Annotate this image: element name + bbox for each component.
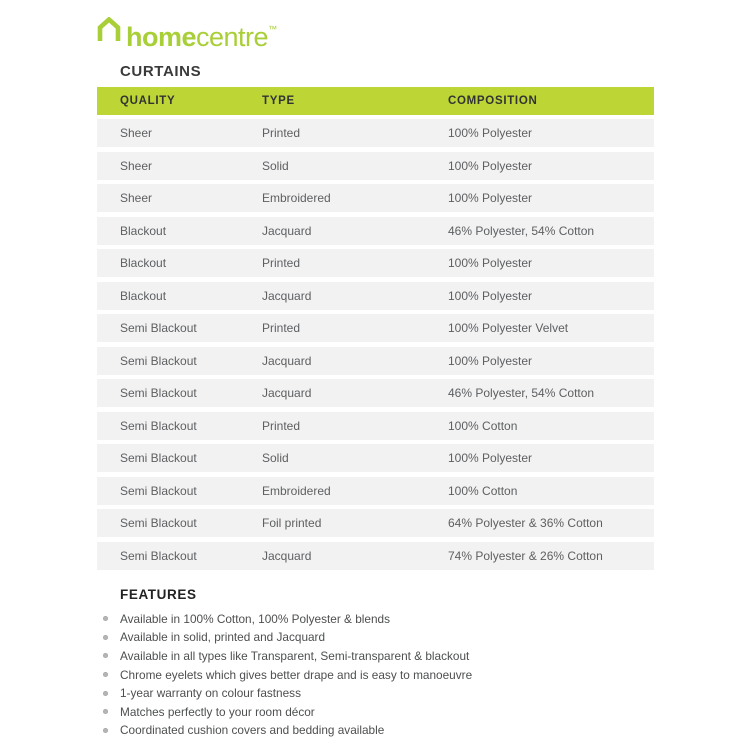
table-row — [97, 509, 654, 537]
cell-composition: 100% Polyester — [448, 256, 533, 270]
feature-item — [97, 702, 654, 721]
feature-item — [97, 610, 654, 629]
cell-composition: 100% Polyester — [448, 191, 533, 205]
cell-type: Printed — [262, 126, 301, 140]
table-row — [97, 282, 654, 310]
feature-text: Chrome eyelets which gives better drape and is easy to manoeuvre — [120, 667, 473, 682]
cell-composition: 100% Polyester — [448, 451, 533, 465]
table-row — [97, 347, 654, 375]
features-section — [97, 587, 654, 740]
table-body — [97, 119, 654, 570]
cell-composition: 100% Polyester — [448, 126, 533, 140]
cell-type: Jacquard — [262, 386, 312, 400]
logo-wordmark — [126, 16, 277, 51]
table-row — [97, 152, 654, 180]
logo-word-centre: centre — [196, 22, 269, 52]
cell-type: Solid — [262, 158, 289, 173]
cell-quality: Semi Blackout — [120, 516, 197, 530]
cell-type: Printed — [262, 321, 301, 335]
table-row — [97, 217, 654, 245]
cell-quality: Sheer — [120, 126, 153, 140]
table-row — [97, 477, 654, 505]
cell-composition: 100% Polyester — [448, 288, 533, 303]
bullet-icon — [103, 635, 108, 640]
feature-item — [97, 628, 654, 647]
bullet-icon — [103, 653, 108, 658]
feature-item — [97, 684, 654, 703]
page-title: CURTAINS — [120, 63, 202, 80]
cell-quality: Blackout — [120, 256, 167, 270]
cell-composition: 100% Polyester — [448, 353, 533, 368]
cell-type: Embroidered — [262, 483, 331, 498]
homecentre-logo — [97, 16, 654, 52]
table-row — [97, 444, 654, 472]
cell-quality: Semi Blackout — [120, 321, 197, 335]
cell-type: Jacquard — [262, 288, 312, 303]
bullet-icon — [103, 709, 108, 714]
cell-type: Embroidered — [262, 191, 331, 205]
cell-quality: Sheer — [120, 191, 153, 205]
cell-quality: Blackout — [120, 223, 167, 238]
table-row — [97, 412, 654, 440]
feature-item — [97, 721, 654, 740]
feature-item — [97, 647, 654, 666]
feature-text: Matches perfectly to your room décor — [120, 704, 315, 719]
curtains-spec-table — [97, 87, 654, 570]
cell-quality: Semi Blackout — [120, 451, 197, 465]
bullet-icon — [103, 672, 108, 677]
logo-word-home: home — [126, 22, 197, 52]
table-row — [97, 314, 654, 342]
bullet-icon — [103, 616, 108, 621]
table-row — [97, 119, 654, 147]
column-header-type: TYPE — [262, 95, 295, 107]
bullet-icon — [103, 728, 108, 733]
cell-quality: Semi Blackout — [120, 353, 197, 368]
feature-item — [97, 665, 654, 684]
feature-text: Coordinated cushion covers and bedding available — [120, 723, 385, 738]
cell-composition: 100% Cotton — [448, 418, 518, 433]
cell-composition: 100% Cotton — [448, 483, 518, 498]
feature-text: 1-year warranty on colour fastness — [120, 686, 301, 701]
cell-quality: Sheer — [120, 158, 153, 173]
cell-type: Printed — [262, 256, 301, 270]
cell-type: Jacquard — [262, 223, 312, 238]
bullet-icon — [103, 691, 108, 696]
cell-composition: 100% Polyester — [448, 158, 533, 173]
cell-type: Printed — [262, 418, 301, 433]
cell-quality: Blackout — [120, 288, 167, 303]
features-list — [97, 610, 654, 740]
cell-quality: Semi Blackout — [120, 483, 197, 498]
cell-type: Jacquard — [262, 353, 312, 368]
curtains-spec-page — [97, 0, 654, 740]
feature-text: Available in all types like Transparent, Semi-transparent & blackout — [120, 648, 470, 663]
cell-composition: 74% Polyester & 26% Cotton — [448, 548, 603, 563]
table-row — [97, 184, 654, 212]
cell-composition: 46% Polyester, 54% Cotton — [448, 223, 595, 238]
column-header-quality: QUALITY — [120, 95, 176, 107]
cell-quality: Semi Blackout — [120, 386, 197, 400]
feature-text: Available in 100% Cotton, 100% Polyester & blends — [120, 611, 390, 626]
cell-composition: 100% Polyester Velvet — [448, 321, 569, 335]
feature-text: Available in solid, printed and Jacquard — [120, 630, 326, 645]
cell-composition: 46% Polyester, 54% Cotton — [448, 386, 595, 400]
table-row — [97, 379, 654, 407]
house-icon — [97, 17, 121, 43]
table-row — [97, 249, 654, 277]
features-title: FEATURES — [120, 586, 197, 602]
table-row — [97, 542, 654, 570]
trademark-symbol: ™ — [268, 24, 278, 34]
cell-type: Solid — [262, 451, 289, 465]
cell-type: Foil printed — [262, 516, 322, 530]
cell-type: Jacquard — [262, 548, 312, 563]
table-header-row — [97, 87, 654, 115]
cell-quality: Semi Blackout — [120, 418, 197, 433]
column-header-composition: COMPOSITION — [448, 95, 538, 107]
cell-quality: Semi Blackout — [120, 548, 197, 563]
cell-composition: 64% Polyester & 36% Cotton — [448, 516, 603, 530]
